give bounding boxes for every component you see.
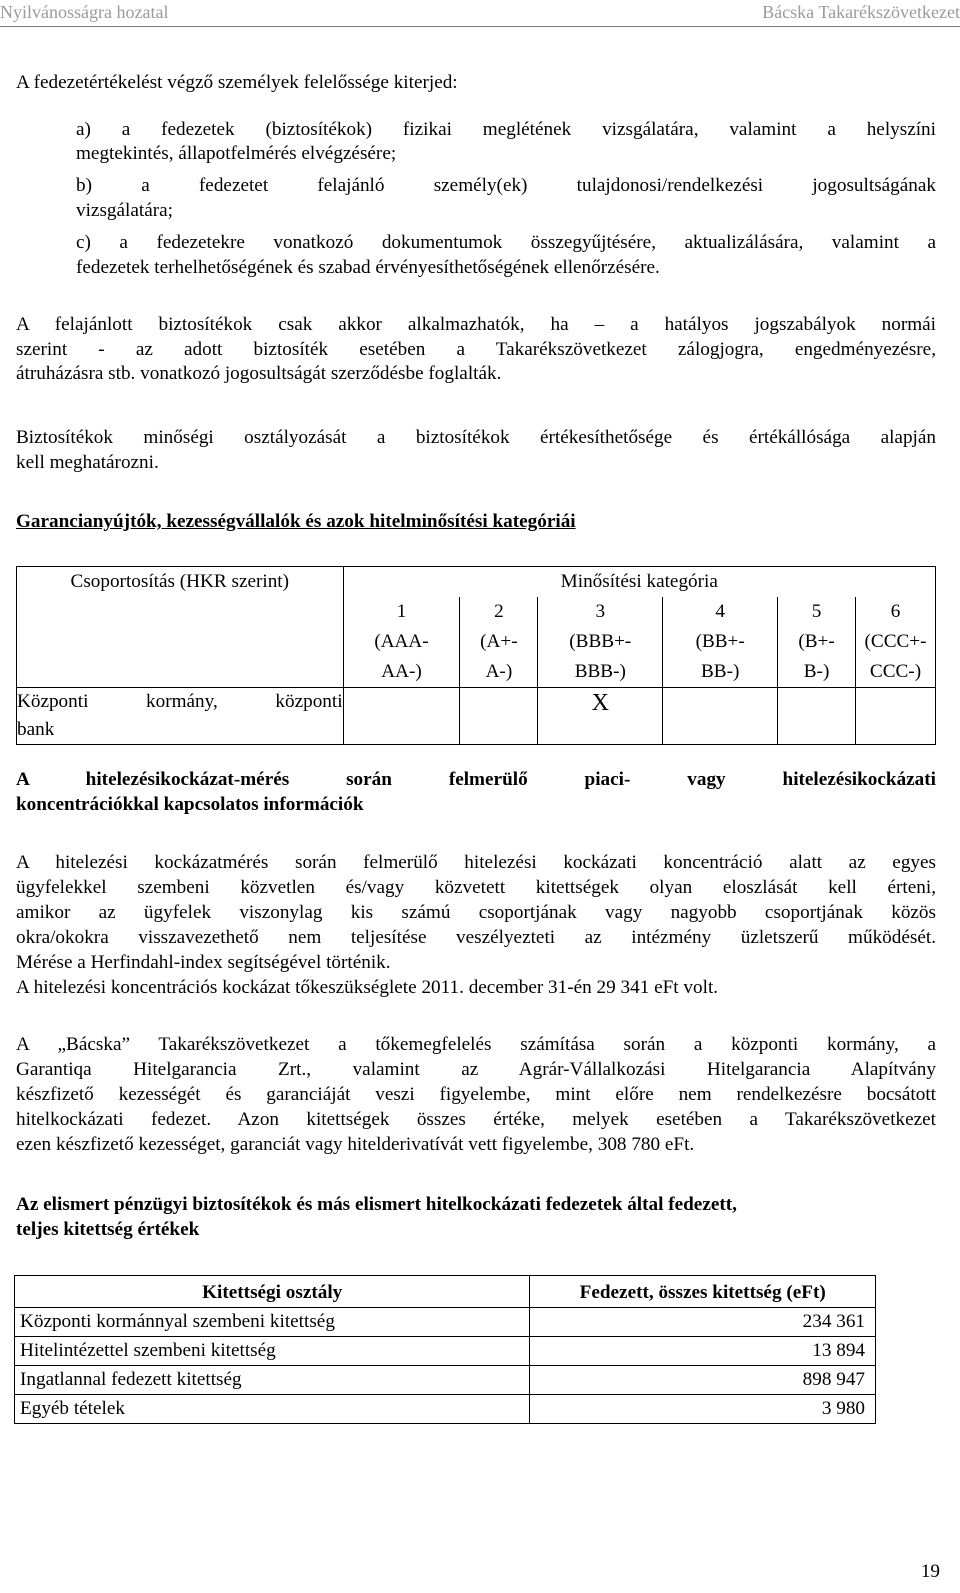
para4-line5: ezen készfizető kezességet, garanciát vagy hitelderivatívát vett figyelembe, 308 780 eFt.: [16, 1134, 695, 1155]
heading2-line1: A hitelezésikockázat-mérés során felmerülő piaci- vagy hitelezésikockázati: [16, 769, 936, 790]
para3-line5: Mérése a Herfindahl-index segítségével történik.: [16, 952, 391, 973]
list-item-a-line2: megtekintés, állapotfelmérés elvégzésére;: [76, 143, 397, 164]
rating-col-6-range-b: CCC-): [869, 661, 922, 682]
para2-line2: kell meghatározni.: [16, 452, 159, 473]
rating-col-2-range-a: (A+-: [480, 631, 518, 652]
table-row: [15, 1366, 876, 1395]
row-label-line1: Központi kormány, központi: [17, 691, 343, 712]
rating-col-4-num: 4: [715, 601, 725, 622]
list-item-b-line2: vizsgálatára;: [76, 200, 173, 221]
mark-cell-4: [663, 688, 778, 745]
para4-line1: A „Bácska” Takarékszövetkezet a tőkemegfelelés számítása során a központi kormány, a: [16, 1034, 936, 1055]
heading-guarantors: Garancianyújtók, kezességvállalók és azok hitelminősítési kategóriái: [16, 511, 576, 532]
exposure-header-value: Fedezett, összes kitettség (eFt): [530, 1276, 876, 1308]
rating-col-6-num: 6: [890, 601, 901, 622]
rating-col-6: [856, 597, 936, 688]
heading3-line1: Az elismert pénzügyi biztosítékok és más elismert hitelkockázati fedezetek által fedezett,: [16, 1194, 737, 1215]
row-label-line2: bank: [17, 719, 55, 740]
heading3-line2: teljes kitettség értékek: [16, 1219, 200, 1240]
para1-line1: A felajánlott biztosítékok csak akkor alkalmazhatók, ha – a hatályos jogszabályok normái: [16, 314, 936, 335]
heading2-line2: koncentrációkkal kapcsolatos információk: [16, 794, 364, 815]
exposure-class-cell: Ingatlannal fedezett kitettség: [15, 1366, 530, 1395]
rating-col-3-range-b: BBB-): [574, 661, 626, 682]
mark-cell-5: [778, 688, 856, 745]
para4-line4: hitelkockázati fedezet. Azon kitettségek összes értéke, melyek esetében a Takarékszövetkezet: [16, 1109, 936, 1130]
rating-table: [16, 566, 936, 745]
table-row: [15, 1395, 876, 1424]
rating-mark: X: [591, 690, 609, 716]
group-header: Csoportosítás (HKR szerint): [17, 567, 344, 598]
table-row: [15, 1337, 876, 1366]
list-item-a-line1: a) a fedezetek (biztosítékok) fizikai meglétének vizsgálatára, valamint a helyszíni: [76, 119, 936, 140]
header-left: Nyilvánosságra hozatal: [0, 2, 169, 22]
rating-col-4-range-a: (BB+-: [695, 631, 745, 652]
empty-label-cell: [17, 597, 344, 688]
rating-col-4: [663, 597, 778, 688]
rating-col-3: [538, 597, 663, 688]
rating-col-4-range-b: BB-): [700, 661, 740, 682]
para3-line1: A hitelezési kockázatmérés során felmerülő hitelezési kockázati koncentráció alatt az egyes: [16, 852, 936, 873]
exposure-class-cell: Egyéb tételek: [15, 1395, 530, 1424]
rating-col-3-num: 3: [595, 601, 606, 622]
para1-line2: szerint - az adott biztosíték esetében a Takarékszövetkezet zálogjogra, engedményezésre,: [16, 339, 936, 360]
para2-line1: Biztosítékok minőségi osztályozását a biztosítékok értékesíthetősége és értékállósága alapján: [16, 427, 936, 448]
header-rule: [0, 26, 960, 27]
rating-col-2-num: 2: [494, 601, 504, 622]
para1-line3: átruházásra stb. vonatkozó jogosultságát szerződésbe foglalták.: [16, 363, 502, 384]
mark-cell-6: [856, 688, 936, 745]
rating-col-3-range-a: (BBB+-: [569, 631, 632, 652]
rating-col-2-range-b: A-): [485, 661, 513, 682]
page-number: 19: [920, 1561, 940, 1582]
rating-col-5-range-b: B-): [803, 661, 830, 682]
list-item-c-line1: c) a fedezetekre vonatkozó dokumentumok összegyűjtésére, aktualizálására, valamint a: [76, 232, 936, 253]
para3-line4: okra/okokra visszavezethető nem teljesítése veszélyezteti az intézmény üzletszerű működését.: [16, 927, 936, 948]
table-row: [15, 1308, 876, 1337]
list-item-c-line2: fedezetek terhelhetőségének és szabad érvényesíthetőségének ellenőrzésére.: [76, 257, 660, 278]
header-right: Bácska Takarékszövetkezet: [762, 2, 960, 22]
rating-col-1-num: 1: [396, 601, 407, 622]
rating-col-2: [460, 597, 538, 688]
para3-line3: amikor az ügyfelek viszonylag kis számú csoportjának vagy nagyobb csoportjának közös: [16, 902, 936, 923]
rating-col-1: [343, 597, 460, 688]
rating-col-5-num: 5: [811, 601, 822, 622]
exposure-class-cell: Központi kormánnyal szembeni kitettség: [15, 1308, 530, 1337]
mark-cell-2: [460, 688, 538, 745]
exposure-value-cell: 13 894: [530, 1337, 876, 1366]
rating-col-1-range-a: (AAA-: [374, 631, 429, 652]
list-item-b-line1: b) a fedezetet felajánló személy(ek) tulajdonosi/rendelkezési jogosultságának: [76, 175, 936, 196]
rating-col-6-range-a: (CCC+-: [864, 631, 927, 652]
rating-col-5-range-a: (B+-: [798, 631, 835, 652]
para3-line2: ügyfelekkel szembeni közvetlen és/vagy közvetett kitettségek olyan eloszlását kell érteni,: [16, 877, 936, 898]
exposure-table: [14, 1275, 876, 1424]
rating-col-1-range-b: AA-): [381, 661, 422, 682]
para4-line3: készfizető kezességét és garanciáját veszi figyelembe, mint előre nem rendelkezésre bocsátott: [16, 1084, 936, 1105]
page-header: [0, 0, 960, 28]
exposure-header-class: Kitettségi osztály: [15, 1276, 530, 1308]
rating-col-5: [778, 597, 856, 688]
mark-cell-3: [538, 688, 663, 745]
para3-line6: A hitelezési koncentrációs kockázat tőkeszükséglete 2011. december 31-én 29 341 eFt volt.: [16, 977, 719, 998]
category-header: Minősítési kategória: [343, 567, 935, 598]
exposure-class-cell: Hitelintézettel szembeni kitettség: [15, 1337, 530, 1366]
exposure-value-cell: 898 947: [530, 1366, 876, 1395]
row-central-government: [17, 688, 344, 745]
intro-text: A fedezetértékelést végző személyek felelőssége kiterjed:: [16, 72, 458, 93]
exposure-value-cell: 234 361: [530, 1308, 876, 1337]
para4-line2: Garantiqa Hitelgarancia Zrt., valamint az Agrár-Vállalkozási Hitelgarancia Alapítvány: [16, 1059, 936, 1080]
exposure-value-cell: 3 980: [530, 1395, 876, 1424]
mark-cell-1: [343, 688, 460, 745]
